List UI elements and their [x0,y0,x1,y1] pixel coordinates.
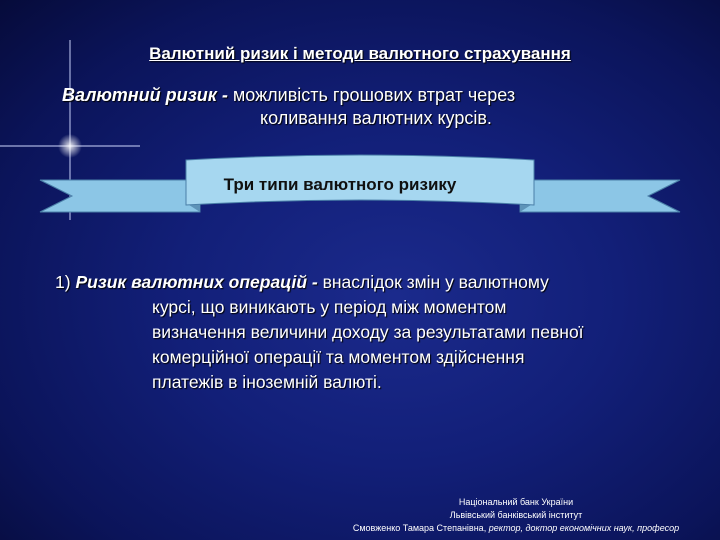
definition-term: Валютний ризик - [62,85,228,105]
item-line: комерційної операції та моментом здійснення [152,347,525,367]
item-line: курсі, що виникають у період між моментом [152,297,507,317]
item-line: платежів в іноземній валюті. [152,372,382,392]
item-line-1-rest: внаслідок змін у валютному [317,272,549,292]
risk-item-line-1 [55,270,584,295]
footer [326,496,706,535]
item-number: 1) [55,272,71,292]
footer-bank: Національний банк України [458,497,574,507]
definition-text-2: коливання валютних курсів. [260,108,492,128]
footer-role: ректор, доктор економічних наук, професор [488,523,680,533]
item-term: Ризик валютних операцій - [75,272,318,292]
ribbon-label: Три типи валютного ризику [223,175,457,194]
definition-text-1: можливість грошових втрат через [227,85,516,105]
item-line: визначення величини доходу за результатами певної [152,322,584,342]
slide-title: Валютний ризик і методи валютного страхування [149,44,571,63]
ribbon-right-tail [520,180,680,212]
footer-institute: Львівський банківський інститут [449,510,583,520]
risk-item-1 [55,270,584,395]
footer-author-line [326,522,706,535]
footer-author: Смовженко Тамара Степанівна, [352,523,487,533]
ribbon-left-tail [40,180,200,212]
